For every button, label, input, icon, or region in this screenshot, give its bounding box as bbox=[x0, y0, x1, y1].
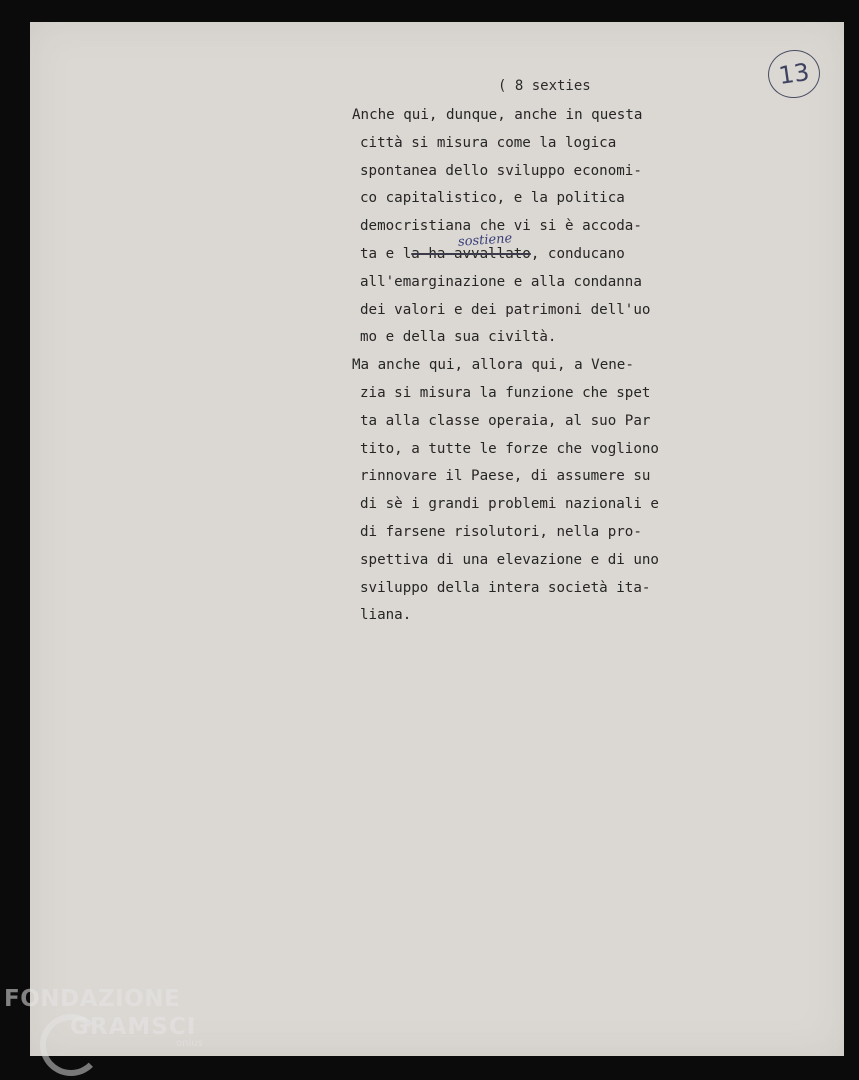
struck-through-text: a ha avvallato bbox=[411, 245, 531, 262]
text-line-content: mo e della sua civiltà. bbox=[360, 329, 557, 346]
text-line bbox=[352, 547, 752, 575]
gramsci-logo-icon bbox=[40, 1014, 102, 1076]
text-line-content: spettiva di una elevazione e di uno bbox=[360, 551, 659, 568]
text-line bbox=[352, 602, 752, 630]
text-line bbox=[352, 185, 752, 213]
text-line-content: sviluppo della intera società ita- bbox=[360, 579, 651, 596]
watermark-line-3: onlus bbox=[176, 1038, 203, 1049]
text-line-content: co capitalistico, e la politica bbox=[360, 190, 625, 207]
text-line bbox=[352, 213, 752, 241]
text-line-content: dei valori e dei patrimoni dell'uo bbox=[360, 301, 651, 318]
text-line-content: di farsene risolutori, nella pro- bbox=[360, 523, 642, 540]
text-line bbox=[352, 519, 752, 547]
text-line bbox=[352, 102, 752, 130]
text-line bbox=[352, 231, 752, 269]
handwritten-correction: sostiene bbox=[457, 231, 513, 250]
document-page bbox=[30, 22, 844, 1056]
text-line-content: Ma anche qui, allora qui, a Vene- bbox=[352, 357, 634, 374]
text-line bbox=[352, 130, 752, 158]
text-line-content: Anche qui, dunque, anche in questa bbox=[352, 107, 643, 123]
typed-text-body bbox=[352, 102, 752, 630]
text-line-content: spontanea dello sviluppo economi- bbox=[360, 162, 642, 179]
text-line bbox=[352, 491, 752, 519]
text-line-content: tito, a tutte le forze che vogliono bbox=[360, 440, 659, 457]
watermark-line-1: FONDAZIONE bbox=[4, 986, 181, 1012]
text-line bbox=[352, 324, 752, 352]
text-line bbox=[352, 380, 752, 408]
text-line bbox=[352, 352, 752, 380]
section-mark: ( 8 sexties bbox=[498, 78, 591, 94]
text-line-content: ta alla classe operaia, al suo Par bbox=[360, 412, 651, 429]
text-line bbox=[352, 297, 752, 325]
text-line-content: ta e l bbox=[360, 245, 412, 262]
text-line-content: di sè i grandi problemi nazionali e bbox=[360, 496, 659, 513]
text-line bbox=[352, 269, 752, 297]
text-line bbox=[352, 436, 752, 464]
page-number: 13 bbox=[776, 58, 812, 90]
watermark-line-2: GRAMSCI bbox=[70, 1014, 197, 1040]
text-line-content: città si misura come la logica bbox=[360, 134, 617, 151]
text-line-content: liana. bbox=[360, 607, 412, 624]
text-line-content: rinnovare il Paese, di assumere su bbox=[360, 468, 651, 485]
text-line-content: zia si misura la funzione che spet bbox=[360, 384, 651, 401]
text-line bbox=[352, 158, 752, 186]
text-line bbox=[352, 408, 752, 436]
page-number-circle bbox=[765, 47, 823, 102]
text-line-content: democristiana che vi si è accoda- bbox=[360, 218, 642, 235]
text-line-continuation: , conducano bbox=[530, 245, 625, 262]
text-line-content: all'emarginazione e alla condanna bbox=[360, 273, 642, 290]
fondazione-gramsci-watermark bbox=[4, 986, 224, 1049]
text-line bbox=[352, 463, 752, 491]
text-line bbox=[352, 575, 752, 603]
